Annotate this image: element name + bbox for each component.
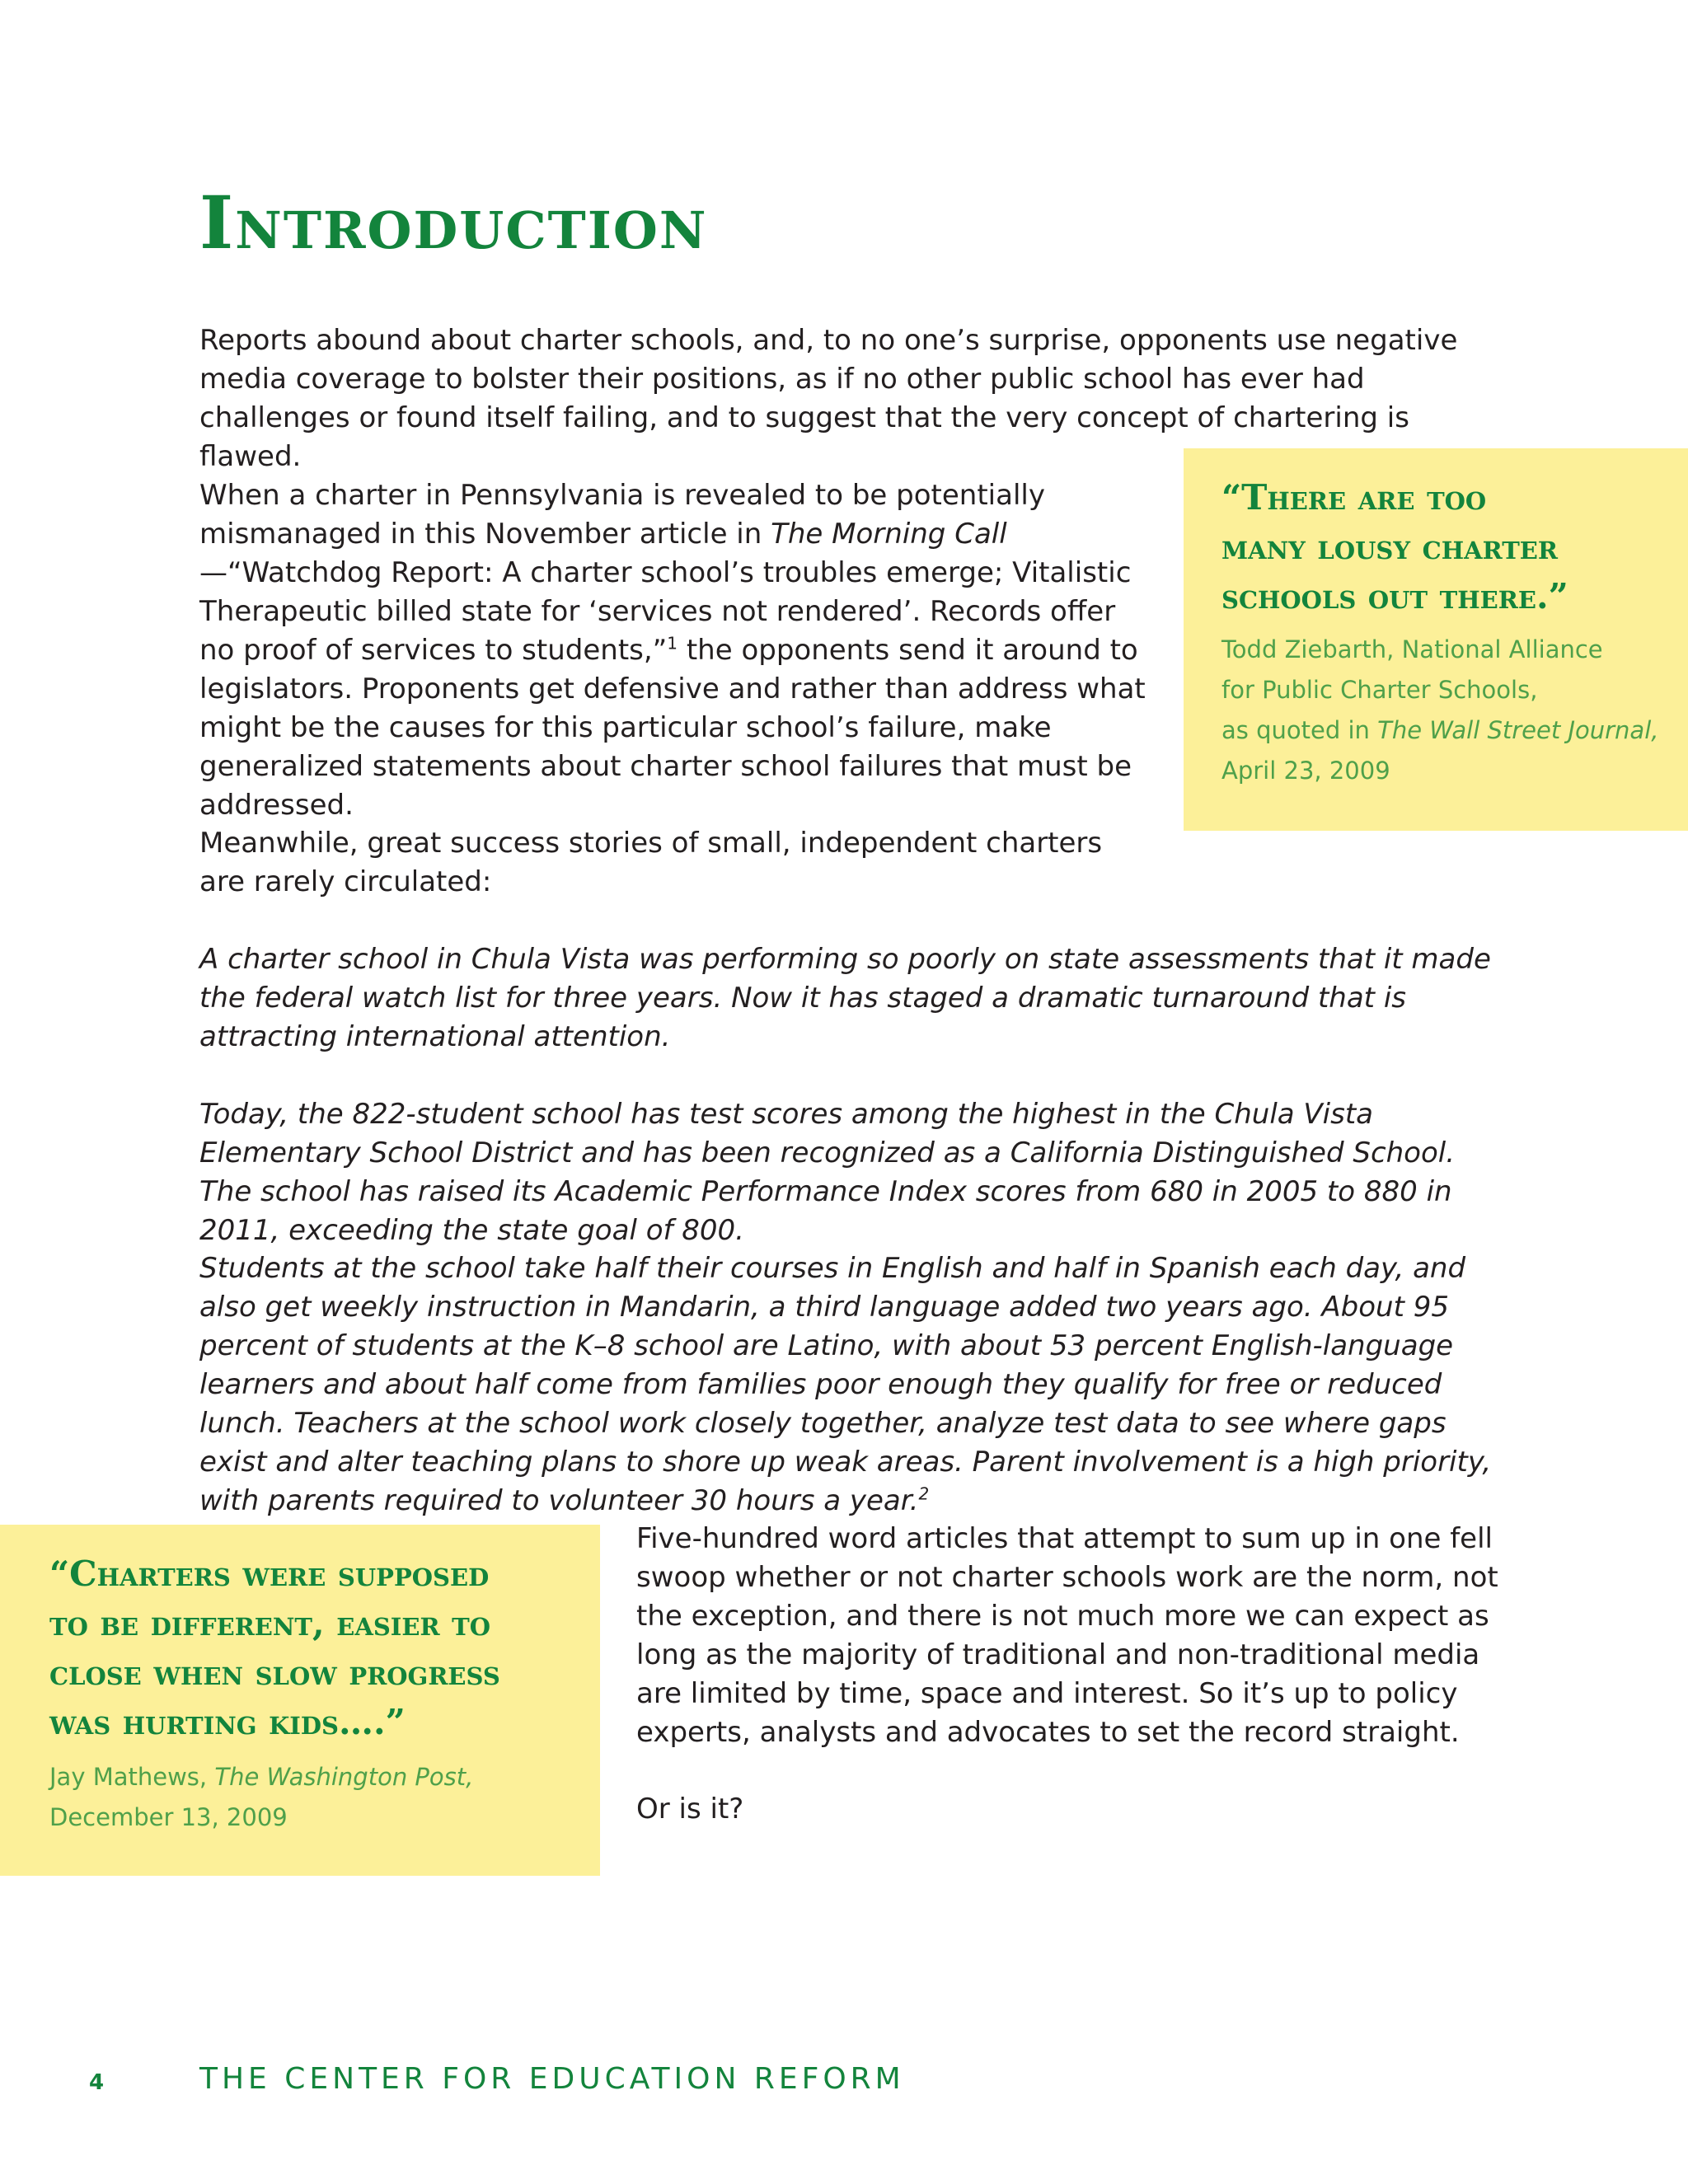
- pull-quote-mathews: [0, 1525, 600, 1876]
- pull-quote-ziebarth-line-1: “There are too: [1221, 477, 1487, 518]
- paragraph-intro: Reports abound about charter schools, and, to no one’s surprise, opponents use negative media coverage to bolster their positions, as if no other public school has ever had challenges or found itself failing, and to suggest that the very concept of chartering is flawed.: [199, 324, 1458, 473]
- pull-quote-mathews-line-1: “Charters were supposed: [49, 1554, 490, 1594]
- pull-quote-mathews-text: [49, 1549, 600, 1747]
- publication-title: The Morning Call: [771, 518, 1007, 551]
- footnote-ref-1[interactable]: 1: [667, 633, 678, 654]
- pull-quote-ziebarth-text: [1221, 473, 1688, 621]
- paragraph-or-is-it: Or is it?: [636, 1793, 744, 1825]
- footer-organization: THE CENTER FOR EDUCATION REFORM: [199, 2062, 905, 2096]
- paragraph-pennsylvania-text-2: —“Watchdog Report: A charter school’s troubles emerge; Vitalistic Therapeutic billed state for ‘services not rendered’. Records offer no proof of services to students,”: [199, 556, 1132, 667]
- pull-quote-ziebarth-attribution: [1221, 630, 1688, 791]
- attribution-mathews-line-1: Jay Mathews,: [49, 1763, 215, 1791]
- attribution-mathews-publication: The Washington Post,: [214, 1763, 474, 1791]
- block-quote-3: [199, 1249, 1493, 1521]
- attribution-ziebarth-publication: The Wall Street Journal,: [1377, 716, 1659, 744]
- pull-quote-mathews-attribution: [49, 1757, 600, 1838]
- block-quote-2: Today, the 822-student school has test scores among the highest in the Chula Vista Elementary School District and has been recognized as a California Distinguished School. The school has raised its Academic Performance Index scores from 680 in 2005 to 880 in 2011, exceeding the state goal of 800.: [199, 1098, 1456, 1247]
- page-number: 4: [89, 2070, 105, 2095]
- pull-quote-ziebarth: [1184, 448, 1688, 831]
- pull-quote-ziebarth-line-2: many lousy charter: [1221, 527, 1558, 567]
- pull-quote-mathews-line-3: close when slow progress: [49, 1652, 500, 1693]
- attribution-ziebarth-date: April 23, 2009: [1221, 757, 1390, 785]
- paragraph-five-hundred-words: Five-hundred word articles that attempt to sum up in one fell swoop whether or not charter schools work are the norm, not the exception, and there is not much more we can expect as long as the majority of traditional and non-traditional media are limited by time, space and interest. So it’s up to policy experts, analysts and advocates to set the record straight.: [636, 1522, 1498, 1749]
- paragraph-pennsylvania: [199, 476, 1154, 825]
- attribution-ziebarth-line-3: as quoted in: [1221, 716, 1378, 744]
- attribution-mathews-date: December 13, 2009: [49, 1803, 288, 1831]
- block-quote-1: A charter school in Chula Vista was performing so poorly on state assessments that it made the federal watch list for three years. Now it has staged a dramatic turnaround that is attracting international attention.: [199, 943, 1491, 1053]
- paragraph-success-stories: Meanwhile, great success stories of small, independent charters are rarely circulated:: [199, 827, 1103, 898]
- pull-quote-mathews-line-4: was hurting kids….”: [49, 1702, 406, 1742]
- attribution-ziebarth-line-2: for Public Charter Schools,: [1221, 676, 1538, 704]
- pull-quote-mathews-line-2: to be different, easier to: [49, 1603, 491, 1643]
- page-title: Introduction: [199, 180, 708, 265]
- footnote-ref-2[interactable]: 2: [918, 1483, 930, 1504]
- pull-quote-ziebarth-line-3: schools out there.”: [1221, 576, 1568, 616]
- attribution-ziebarth-line-1: Todd Ziebarth, National Alliance: [1221, 635, 1603, 663]
- paragraph-pennsylvania-text-1: When a charter in Pennsylvania is revealed to be potentially mismanaged in this November article in: [199, 479, 1045, 551]
- block-quote-3-text: Students at the school take half their courses in English and half in Spanish each day, and also get weekly instruction in Mandarin, a third language added two years ago. About 95 percent of students at the K–8 school are Latino, with about 53 percent English-language learners and about half come from families poor enough they qualify for free or reduced lunch. Teachers at the school work closely together, analyze test data to see where gaps exist and alter teaching plans to shore up weak areas. Parent involvement is a high priority, with parents required to volunteer 30 hours a year.: [199, 1252, 1492, 1517]
- paragraph-pennsylvania-text-3: the opponents send it around to legislators. Proponents get defensive and rather than address what might be the causes for this particular school’s failure, make generalized statements about charter school failures that must be addressed.: [199, 634, 1146, 822]
